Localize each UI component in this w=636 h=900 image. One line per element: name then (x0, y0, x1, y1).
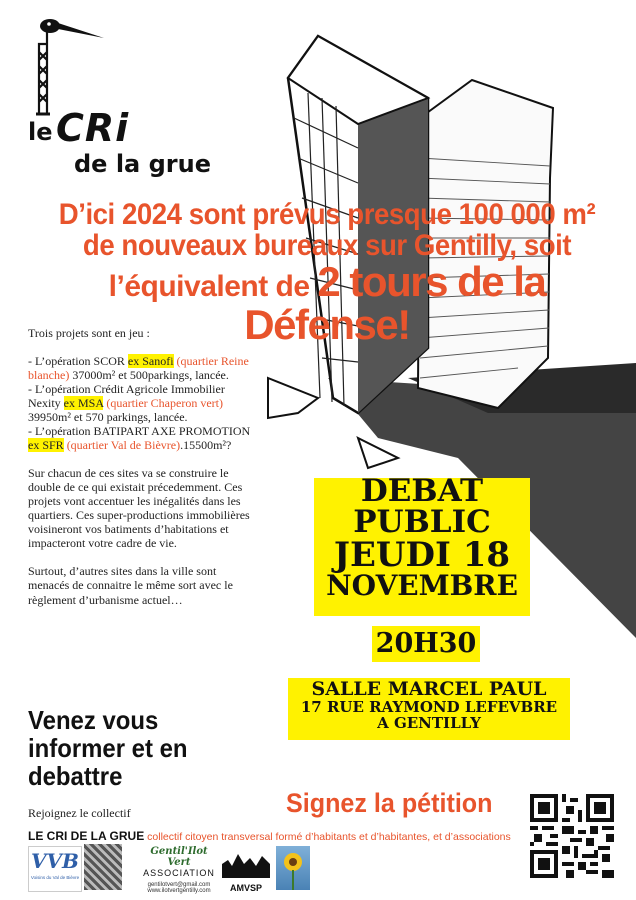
rejoignez-text: Rejoignez le collectif (28, 806, 131, 820)
vvb-subtitle: Voisins du Val de Bièvre (30, 875, 80, 880)
amvsp-mark: AMVSP (229, 883, 262, 893)
debat-line-1: DEBAT (360, 473, 484, 509)
venez-callout (28, 706, 240, 790)
project-2-highlight: ex MSA (63, 396, 104, 411)
headline-line-3-a: l’équivalent de (108, 270, 318, 304)
venue-city: A GENTILLY (377, 713, 481, 732)
projects-intro: Trois projets sont en jeu : (28, 326, 150, 340)
project-3-text-c: .15500m²? (180, 438, 232, 453)
paragraph-double: Sur chacun de ces sites va se construire le double de ce qui existait précedemment. Ces projets vont accentuer les inégalités dans les quartiers. Ces super-productions immobilières voisineront vos batiments d’habitations et impacteront votre cadre de vie. (28, 466, 250, 551)
projects-list (28, 354, 258, 452)
qr-code-icon[interactable] (530, 794, 614, 878)
project-3-text-a: - L’opération BATIPART AXE PROMOTION (28, 424, 251, 439)
headline-line-1: D’ici 2024 sont prévus presque 100 000 m² (58, 198, 596, 231)
project-3 (28, 424, 250, 452)
projects-text (28, 326, 258, 621)
amvsp-skyline-icon (222, 846, 270, 878)
partner-vvb-logo (28, 846, 82, 892)
partner-sunflower-logo (276, 846, 310, 890)
project-1 (28, 354, 249, 382)
project-2 (28, 382, 225, 424)
project-1-text-a: - L’opération SCOR (28, 354, 128, 369)
project-2-location: (quartier Chaperon vert) (106, 396, 223, 411)
project-2-text-a: - L’opération Crédit Agricole Immobilier Nexity (28, 382, 225, 411)
debat-public-block (314, 473, 530, 602)
headline-line-2: de nouveaux bureaux sur Gentilly, soit (82, 228, 572, 262)
gentil-email: gentilotvert@gmail.com (147, 882, 211, 888)
project-1-text-c: 37000m² et 500parkings, lancée. (69, 368, 229, 383)
debat-line-2: PUBLIC (353, 504, 491, 540)
venez-line-2: informer et en (28, 733, 188, 764)
partner-photo-logo (84, 844, 122, 890)
project-1-highlight: ex Sanofi (127, 354, 174, 369)
partner-amvsp-logo (222, 846, 270, 893)
crane-bird-logo-icon (24, 14, 108, 118)
logo-cri: CRi (56, 106, 130, 150)
gentil-website: www.ilotvertgentilly.com (147, 888, 211, 894)
venez-line-3: debattre (28, 761, 123, 792)
debat-line-4: NOVEMBRE (326, 569, 518, 602)
venez-line-1: Venez vous (28, 705, 159, 735)
gentil-title: Gentil'Ilot Vert (150, 846, 208, 868)
venue-street: 17 RUE RAYMOND LEFEVBRE (300, 697, 558, 716)
gentil-association: ASSOCIATION (143, 868, 215, 878)
logo-le: le (28, 118, 53, 146)
headline-line-3-b: 2 tours de la Défense! (244, 258, 546, 349)
partner-gentil-ilot-vert-logo (140, 846, 218, 892)
debat-time: 20H30 (375, 628, 477, 659)
headline (32, 200, 622, 347)
sunflower-icon (276, 846, 310, 890)
project-1-location: (quartier Reine blanche) (28, 354, 249, 383)
venue-block (288, 680, 570, 731)
project-3-highlight: ex SFR (28, 438, 64, 453)
signez-petition-link[interactable]: Signez la pétition (286, 788, 493, 818)
project-3-location: (quartier Val de Bièvre) (66, 438, 181, 453)
footer-name: LE CRI DE LA GRUE (28, 829, 145, 843)
venue-name: SALLE MARCEL PAUL (311, 678, 547, 700)
logo-de-la-grue: de la grue (74, 150, 211, 178)
footer-description: collectif citoyen transversal formé d’habitants et d’habitantes, et d’associations (144, 831, 511, 843)
debat-line-3: JEUDI 18 (333, 535, 511, 575)
footer-collective-line (28, 829, 518, 843)
project-2-text-c: 39950m² et 570 parkings, lancée. (28, 410, 188, 425)
vvb-mark: VVB (31, 849, 79, 873)
paragraph-threat: Surtout, d’autres sites dans la ville sont menacés de connaitre le même sort avec le règlement d’urbanisme actuel… (28, 564, 233, 607)
